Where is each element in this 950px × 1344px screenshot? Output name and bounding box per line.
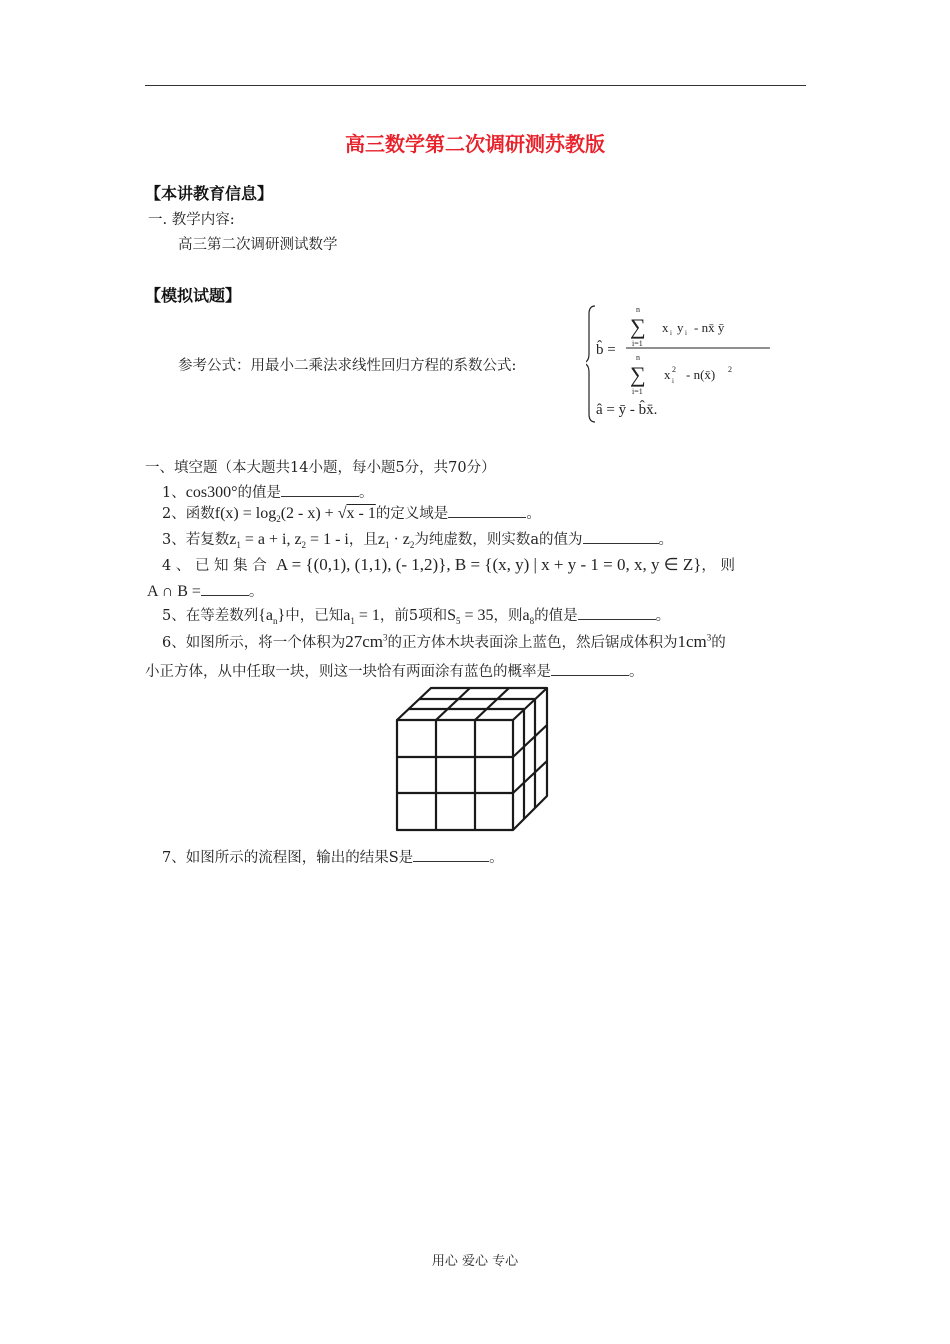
header-rule (145, 85, 806, 86)
svg-text:x: x (662, 320, 669, 335)
svg-text:∑: ∑ (630, 314, 646, 339)
answer-blank[interactable] (448, 505, 526, 518)
q2-math: $f(x) = \log_2(2 - x) + √x - 1$ (214, 505, 376, 525)
answer-blank[interactable] (413, 849, 489, 862)
answer-blank[interactable] (551, 663, 629, 676)
section-heading-info: 【本讲教育信息】 (145, 184, 274, 203)
svg-text:- nx̄ ȳ: - nx̄ ȳ (694, 320, 725, 335)
svg-text:n: n (636, 305, 640, 314)
svg-text:â = ȳ - b̂x̄.: â = ȳ - b̂x̄. (596, 402, 658, 418)
question-6-line2: 小正方体，从中任取一块，则这一块恰有两面涂有蓝色的概率是 。 (145, 664, 644, 680)
question-4: 4 、 已 知 集 合 A = {(0,1), (1,1), (- 1,2)}, B = {(x, y) | x + y - 1 = 0, x, y ∈ Z}， 则 (162, 555, 735, 574)
svg-text:n: n (636, 353, 640, 362)
content-text: 高三第二次调研测试数学 (178, 237, 338, 253)
question-2: 2、函数$f(x) = \log_2(2 - x) + √x - 1$的定义域是 。 (162, 505, 541, 525)
question-1: 1、cos300°的值是 。 (162, 484, 374, 501)
svg-text:i=1: i=1 (632, 387, 643, 396)
answer-blank[interactable] (583, 531, 659, 544)
svg-text:b̂ =: b̂ = (596, 342, 616, 358)
q6-vol-small: $1cm^3$ (677, 632, 712, 651)
q6-vol-big: $27cm^3$ (345, 632, 388, 651)
svg-text:x: x (664, 367, 671, 382)
q5-s5: $S_5 = 35$ (447, 607, 494, 627)
content-label: 一. 教学内容: (148, 212, 235, 228)
svg-text:i: i (670, 329, 672, 337)
answer-blank[interactable] (578, 607, 656, 620)
q5-a8: $a_8$ (522, 607, 535, 627)
svg-text:y: y (677, 320, 684, 335)
page-footer: 用心 爱心 专心 (431, 1254, 519, 1269)
question-6: 6、如图所示，将一个体积为$27cm^3$的正方体木块表面涂上蓝色，然后锯成体积为$1cm^3$的 (162, 632, 726, 651)
page-title: 高三数学第二次调研测苏教版 (345, 132, 605, 156)
question-4-line2: A ∩ B = 。 (147, 583, 264, 600)
q5-a1: $a_1 = 1$ (343, 607, 380, 627)
section-heading-exam: 【模拟试题】 (145, 286, 242, 305)
question-7: 7、如图所示的流程图，输出的结果S是 。 (162, 850, 504, 866)
q1-math: cos300° (185, 484, 238, 501)
q4-math-sets: A = {(0,1), (1,1), (- 1,2)}, B = {(x, y) | x + y - 1 = 0, x, y ∈ Z} (276, 555, 702, 574)
svg-text:2: 2 (672, 365, 676, 374)
regression-formula (586, 302, 786, 424)
svg-text:i=1: i=1 (632, 339, 643, 348)
q5-seq: $\{a_n\}$ (258, 607, 286, 627)
svg-text:2: 2 (728, 365, 732, 374)
svg-text:i: i (685, 329, 687, 337)
answer-blank[interactable] (201, 583, 249, 596)
question-3: 3、若复数$z_1 = a + i$, $z_2 = 1 - i$，且$z_1 \cdot z_2$为纯虚数，则实数a的值为 。 (162, 531, 674, 551)
answer-blank[interactable] (281, 484, 359, 497)
part1-heading: 一、填空题（本大题共14小题，每小题5分，共70分） (145, 460, 496, 476)
q3-math-z: $z_1 = a + i$, $z_2 = 1 - i$ (229, 531, 349, 551)
cube-figure (395, 686, 555, 834)
formula-intro: 参考公式：用最小二乘法求线性回归方程的系数公式: (178, 358, 517, 374)
svg-text:i: i (672, 377, 674, 385)
question-5: 5、在等差数列$\{a_n\}$中，已知$a_1 = 1$，前5项和$S_5 = 35$，则$a_8$的值是 。 (162, 607, 671, 627)
q3-math-product: $z_1 \cdot z_2$ (377, 531, 415, 551)
svg-text:∑: ∑ (630, 362, 646, 387)
svg-text:- n(x̄): - n(x̄) (686, 367, 716, 382)
